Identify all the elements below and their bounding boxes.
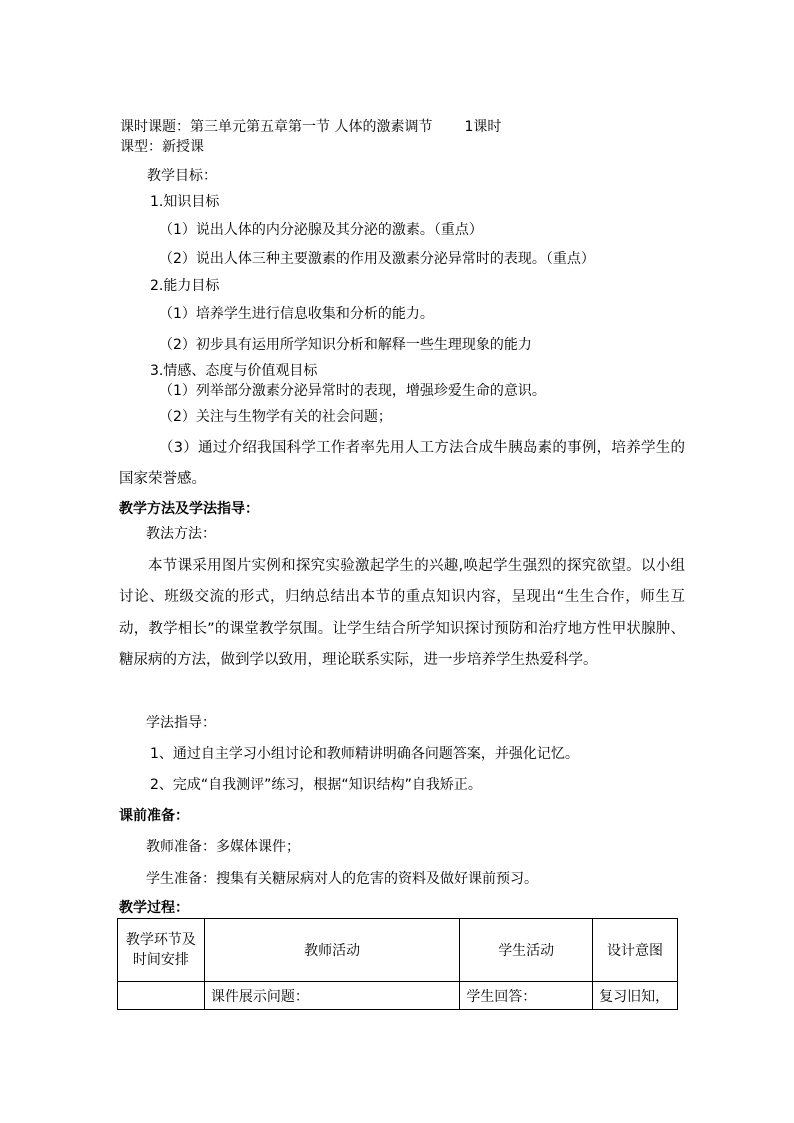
learning-guide-item: 2、完成“自我测评”练习，根据“知识结构”自我矫正。 [150,777,482,793]
column-header: 设计意图 [593,919,678,982]
lesson-title-text: 课时课题：第三单元第五章第一节 人体的激素调节 [120,119,433,135]
column-header-text: 教学环节及时间安排 [125,932,196,968]
knowledge-item: （2）说出人体三种主要激素的作用及激素分泌异常时的表现。（重点） [159,251,595,267]
process-heading: 教学过程： [119,900,189,916]
table-row [118,982,678,1010]
column-header: 学生活动 [460,919,593,982]
emotion-heading: 3.情感、态度与价值观目标 [150,363,318,379]
table-header-row [118,919,678,982]
learning-guide-item: 1、通过自主学习小组讨论和教师精讲明确各问题答案，并强化记忆。 [150,746,579,762]
process-table [117,918,678,1010]
lesson-count: 1课时 [464,119,502,135]
table-cell: 复习旧知， [593,982,678,1010]
prep-heading: 课前准备： [119,808,189,824]
knowledge-heading: 1.知识目标 [150,194,220,210]
table-cell [118,982,205,1010]
table-cell: 学生回答： [460,982,593,1010]
column-header [118,919,205,982]
learning-guide-heading: 学法指导： [146,715,216,731]
objectives-heading: 教学目标： [147,168,217,184]
knowledge-item: （1）说出人体的内分泌腺及其分泌的激素。（重点） [159,222,483,238]
lesson-type: 课型：新授课 [120,139,204,155]
ability-item: （2）初步具有运用所学知识分析和解释一些生理现象的能力 [159,337,532,353]
teaching-method-heading: 教法方法： [146,526,216,542]
student-prep: 学生准备：搜集有关糖尿病对人的危害的资料及做好课前预习。 [146,871,538,887]
lesson-title [120,117,501,137]
emotion-item: （2）关注与生物学有关的社会问题； [159,409,392,425]
emotion-item-3: （3）通过介绍我国科学工作者率先用人工方法合成牛胰岛素的事例，培养学生的国家荣誉感。 [119,440,685,488]
table-cell: 课件展示问题： [204,982,459,1010]
emotion-item: （1）列举部分激素分泌异常时的表现，增强珍爱生命的意识。 [159,383,546,399]
ability-item: （1）培养学生进行信息收集和分析的能力。 [159,306,434,322]
ability-heading: 2.能力目标 [150,278,220,294]
column-header: 教师活动 [204,919,459,982]
teaching-method-text: 本节课采用图片实例和探究实验激起学生的兴趣,唤起学生强烈的探究欲望。以小组讨论、班级交流的形式，归纳总结出本节的重点知识内容，呈现出“生生合作，师生互动，教学相长”的课堂教学氛围。让学生结合所学知识探讨预防和治疗地方性甲状腺肿、糖尿病的方法，做到学以致用，理论联系实际，进一步培养学生热爱科学。 [119,558,685,669]
methods-heading: 教学方法及学法指导： [119,501,259,517]
teacher-prep: 教师准备：多媒体课件； [146,839,300,855]
